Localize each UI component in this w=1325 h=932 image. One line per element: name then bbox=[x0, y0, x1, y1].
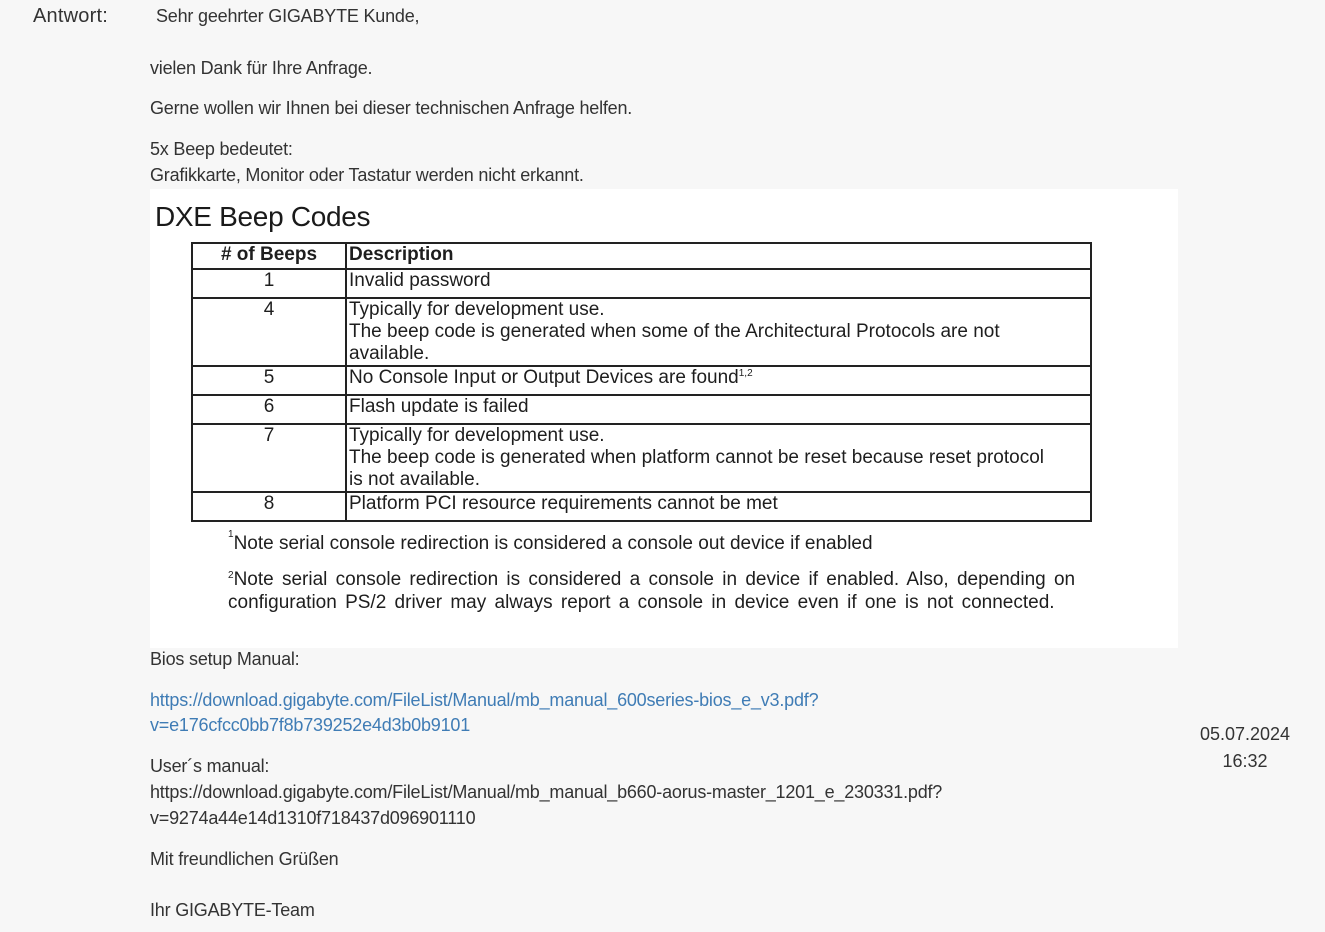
beep-count: 6 bbox=[192, 395, 346, 424]
table-row bbox=[192, 492, 1091, 521]
footnote-2: $^2$Note serial console redirection is considered a console in device if enabled. Also, depending on configuration PS/2 driver may always report a console in device even if one is not connected. bbox=[228, 569, 1076, 613]
table-row bbox=[192, 366, 1091, 395]
footnote-1: $^1$Note serial console redirection is considered a console out device if enabled bbox=[228, 529, 873, 554]
answer-label: Antwort: bbox=[33, 5, 108, 27]
user-manual-url-line2: v=9274a44e14d1310f718437d096901110 bbox=[150, 808, 476, 828]
beep-codes-image bbox=[150, 189, 1178, 648]
help-text: Gerne wollen wir Ihnen bei dieser technischen Anfrage helfen. bbox=[150, 98, 633, 118]
timestamp-date: 05.07.2024 bbox=[1199, 724, 1291, 744]
greeting-text: Sehr geehrter GIGABYTE Kunde, bbox=[156, 6, 420, 26]
beep-count: 5 bbox=[192, 366, 346, 395]
user-manual-url-line1: https://download.gigabyte.com/FileList/Manual/mb_manual_b660-aorus-master_1201_e_230331.pdf? bbox=[150, 782, 943, 802]
closing-text: Mit freundlichen Grüßen bbox=[150, 849, 339, 869]
table-row bbox=[192, 269, 1091, 298]
beep-description: Typically for development use. The beep code is generated when platform cannot be reset because reset protocol is not available. bbox=[346, 424, 1091, 492]
beep-description: Invalid password bbox=[346, 269, 1091, 298]
beep-description: Platform PCI resource requirements cannot be met bbox=[346, 492, 1091, 521]
beep-count: 1 bbox=[192, 269, 346, 298]
beep-count: 7 bbox=[192, 424, 346, 492]
footnote-ref: 1,2 bbox=[738, 368, 753, 379]
beep-description: Typically for development use. The beep code is generated when some of the Architectural Protocols are not available. bbox=[346, 298, 1091, 366]
signature-text: Ihr GIGABYTE-Team bbox=[150, 900, 315, 920]
user-manual-label: User´s manual: bbox=[150, 756, 270, 776]
beep-meaning: Grafikkarte, Monitor oder Tastatur werden nicht erkannt. bbox=[150, 165, 584, 185]
beep-description: Flash update is failed bbox=[346, 395, 1091, 424]
header-description: Description bbox=[346, 243, 1091, 269]
beep-count: 4 bbox=[192, 298, 346, 366]
beep-codes-table bbox=[191, 242, 1092, 522]
header-beeps: # of Beeps bbox=[192, 243, 346, 269]
table-header-row bbox=[192, 243, 1091, 269]
beep-description: No Console Input or Output Devices are found$^{1,2}$ bbox=[346, 366, 1091, 395]
beep-heading: 5x Beep bedeutet: bbox=[150, 139, 293, 159]
message-timestamp bbox=[1180, 721, 1310, 775]
beep-count: 8 bbox=[192, 492, 346, 521]
figure-title: DXE Beep Codes bbox=[155, 201, 371, 232]
table-row bbox=[192, 298, 1091, 366]
timestamp-time: 16:32 bbox=[1222, 751, 1268, 771]
bios-manual-label: Bios setup Manual: bbox=[150, 649, 300, 669]
thanks-text: vielen Dank für Ihre Anfrage. bbox=[150, 58, 373, 78]
bios-manual-link[interactable]: https://download.gigabyte.com/FileList/Manual/mb_manual_600series-bios_e_v3.pdf? v=e176cfcc0bb7f8b739252e4d3b0b9101 bbox=[150, 690, 819, 735]
table-row bbox=[192, 395, 1091, 424]
table-row bbox=[192, 424, 1091, 492]
